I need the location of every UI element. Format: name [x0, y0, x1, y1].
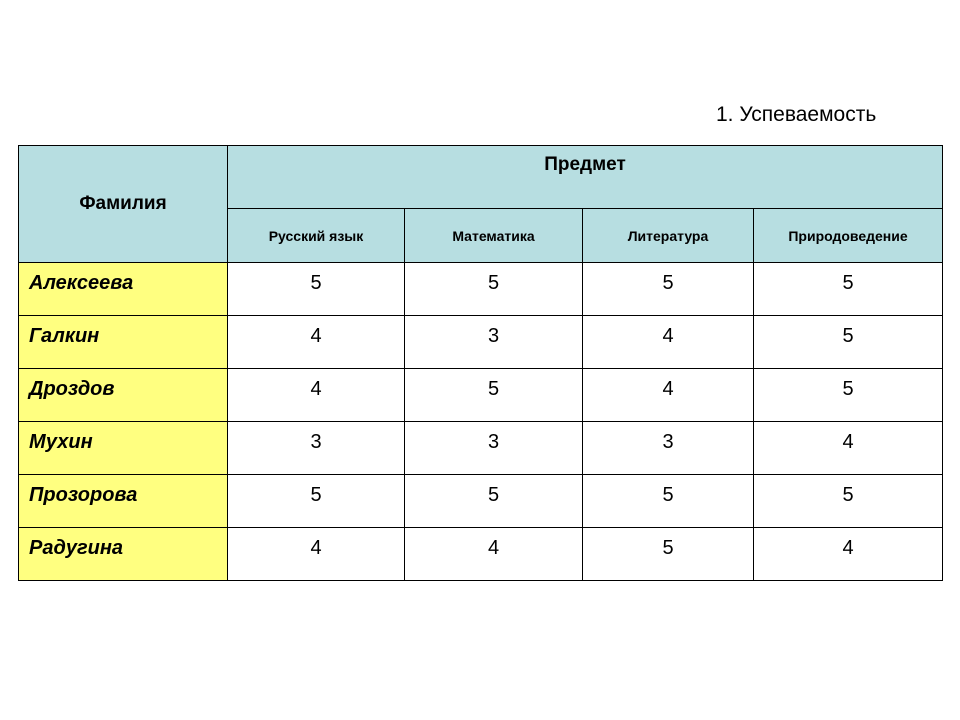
grade-cell: 5 [583, 528, 754, 581]
table-row [19, 263, 943, 316]
grade-cell: 5 [754, 475, 943, 528]
subject-header: Русский язык [228, 209, 405, 263]
table-row [19, 475, 943, 528]
grade-cell: 3 [405, 316, 583, 369]
grade-cell: 5 [405, 263, 583, 316]
grade-cell: 5 [583, 263, 754, 316]
grade-cell: 5 [583, 475, 754, 528]
grade-cell: 4 [228, 369, 405, 422]
student-name: Радугина [19, 528, 228, 581]
grade-cell: 5 [405, 475, 583, 528]
subject-header: Литература [583, 209, 754, 263]
grade-cell: 4 [405, 528, 583, 581]
grade-cell: 5 [754, 263, 943, 316]
student-name: Прозорова [19, 475, 228, 528]
grade-cell: 5 [754, 369, 943, 422]
grade-cell: 4 [583, 369, 754, 422]
grade-cell: 4 [754, 528, 943, 581]
grade-cell: 3 [228, 422, 405, 475]
table-row [19, 316, 943, 369]
subject-header: Природоведение [754, 209, 943, 263]
slide-title: 1. Успеваемость [716, 103, 877, 126]
grade-cell: 5 [405, 369, 583, 422]
grade-cell: 4 [754, 422, 943, 475]
table-row [19, 422, 943, 475]
table-row [19, 528, 943, 581]
grade-cell: 4 [583, 316, 754, 369]
grade-cell: 4 [228, 528, 405, 581]
student-name: Галкин [19, 316, 228, 369]
grade-cell: 5 [754, 316, 943, 369]
grade-cell: 5 [228, 475, 405, 528]
surname-column-header: Фамилия [19, 146, 228, 263]
grades-table [18, 145, 943, 581]
subject-header: Математика [405, 209, 583, 263]
grade-cell: 5 [228, 263, 405, 316]
student-name: Мухин [19, 422, 228, 475]
student-name: Дроздов [19, 369, 228, 422]
student-name: Алексеева [19, 263, 228, 316]
grade-cell: 3 [583, 422, 754, 475]
grade-cell: 3 [405, 422, 583, 475]
subject-group-header: Предмет [228, 146, 943, 209]
table-row [19, 369, 943, 422]
grade-cell: 4 [228, 316, 405, 369]
